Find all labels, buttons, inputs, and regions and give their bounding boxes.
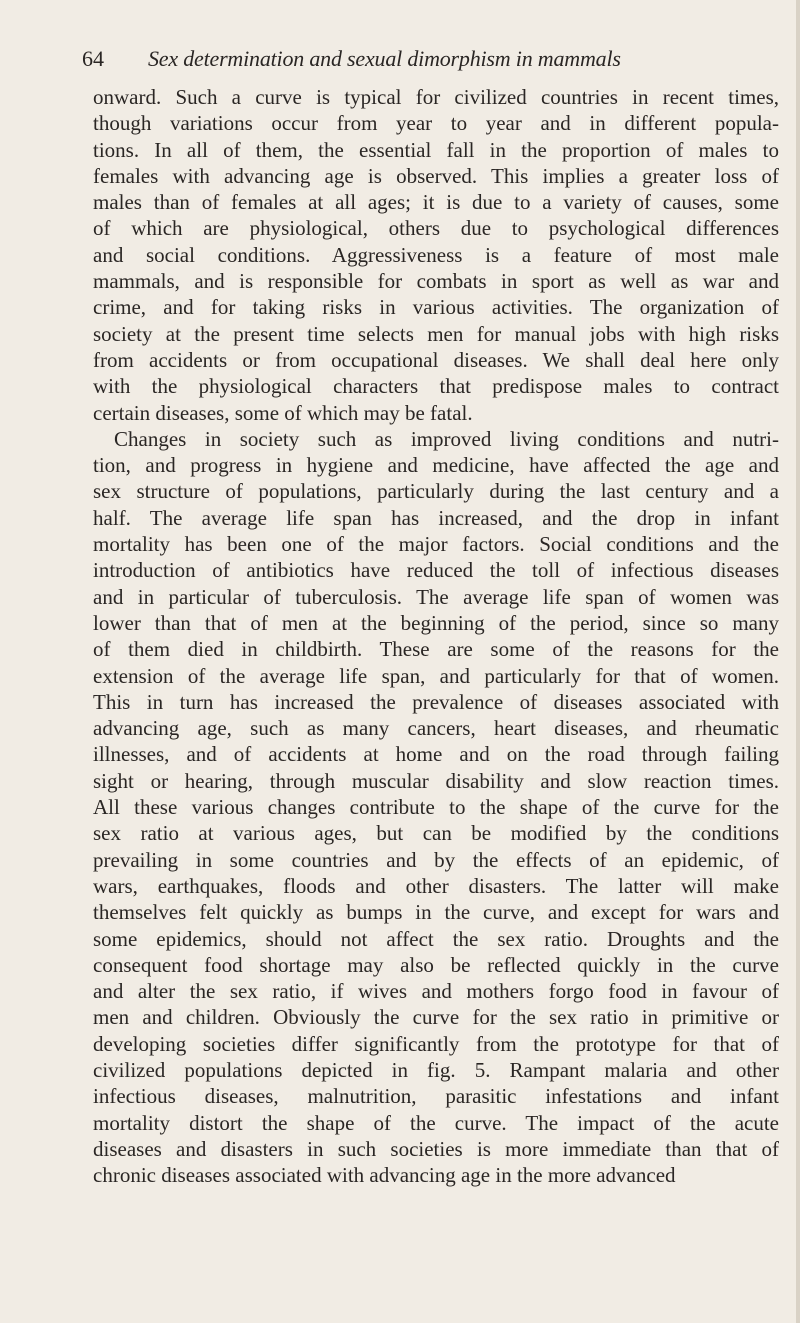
- text-line: Changes in society such as improved living conditions and nutri-: [114, 426, 779, 451]
- text-line: sex ratio at various ages, but can be modified by the conditions: [93, 821, 779, 846]
- text-line: wars, earthquakes, floods and other disasters. The latter will make: [93, 873, 779, 898]
- text-line: and alter the sex ratio, if wives and mothers forgo food in favour of: [93, 979, 779, 1004]
- text-line: mortality distort the shape of the curve. The impact of the acute: [93, 1110, 779, 1135]
- text-line: mortality has been one of the major factors. Social conditions and the: [93, 532, 779, 557]
- text-line: half. The average life span has increased, and the drop in infant: [93, 505, 779, 530]
- text-line: introduction of antibiotics have reduced the toll of infectious diseases: [93, 558, 779, 583]
- running-title: Sex determination and sexual dimorphism in mammals: [148, 46, 621, 71]
- page-number: 64: [82, 46, 104, 71]
- text-line: from accidents or from occupational diseases. We shall deal here only: [93, 347, 779, 372]
- text-line: certain diseases, some of which may be fatal.: [93, 400, 473, 425]
- page-edge: [796, 0, 800, 1323]
- text-line: advancing age, such as many cancers, heart diseases, and rheumatic: [93, 716, 779, 741]
- text-line: mammals, and is responsible for combats in sport as well as war and: [93, 269, 779, 294]
- text-line: of them died in childbirth. These are some of the reasons for the: [93, 637, 779, 662]
- text-line: some epidemics, should not affect the sex ratio. Droughts and the: [93, 926, 779, 951]
- text-line: crime, and for taking risks in various activities. The organization of: [93, 295, 779, 320]
- text-line: civilized populations depicted in fig. 5. Rampant malaria and other: [93, 1057, 779, 1082]
- text-line: illnesses, and of accidents at home and on the road through failing: [93, 742, 779, 767]
- text-line: with the physiological characters that predispose males to contract: [93, 374, 779, 399]
- text-line: prevailing in some countries and by the effects of an epidemic, of: [93, 847, 779, 872]
- text-line: males than of females at all ages; it is due to a variety of causes, some: [93, 190, 779, 215]
- text-line: and social conditions. Aggressiveness is a feature of most male: [93, 242, 779, 267]
- paragraph: [93, 426, 779, 1189]
- text-line: society at the present time selects men for manual jobs with high risks: [93, 321, 779, 346]
- text-line: tion, and progress in hygiene and medicine, have affected the age and: [93, 453, 779, 478]
- text-line: tions. In all of them, the essential fall in the proportion of males to: [93, 137, 779, 162]
- text-line: diseases and disasters in such societies is more immediate than that of: [93, 1136, 779, 1161]
- text-line: men and children. Obviously the curve for the sex ratio in primitive or: [93, 1005, 779, 1030]
- text-line: extension of the average life span, and particularly for that of women.: [93, 663, 779, 688]
- text-line: females with advancing age is observed. This implies a greater loss of: [93, 163, 779, 188]
- text-line: All these various changes contribute to the shape of the curve for the: [93, 795, 779, 820]
- text-line: This in turn has increased the prevalence of diseases associated with: [93, 689, 779, 714]
- text-line: lower than that of men at the beginning of the period, since so many: [93, 610, 779, 635]
- text-line: consequent food shortage may also be reflected quickly in the curve: [93, 952, 779, 977]
- text-line: though variations occur from year to year and in different popula-: [93, 111, 779, 136]
- text-line: developing societies differ significantly from the prototype for that of: [93, 1031, 779, 1056]
- text-line: and in particular of tuberculosis. The average life span of women was: [93, 584, 779, 609]
- running-header: [82, 46, 722, 76]
- body-text: [93, 84, 779, 1188]
- text-line: sight or hearing, through muscular disability and slow reaction times.: [93, 768, 779, 793]
- text-line: onward. Such a curve is typical for civilized countries in recent times,: [93, 85, 779, 109]
- paragraph: [93, 84, 779, 426]
- text-line: of which are physiological, others due to psychological differences: [93, 216, 779, 241]
- text-line: chronic diseases associated with advancing age in the more advanced: [93, 1163, 676, 1188]
- text-line: themselves felt quickly as bumps in the curve, and except for wars and: [93, 900, 779, 925]
- text-line: infectious diseases, malnutrition, parasitic infestations and infant: [93, 1084, 779, 1109]
- text-line: sex structure of populations, particularly during the last century and a: [93, 479, 779, 504]
